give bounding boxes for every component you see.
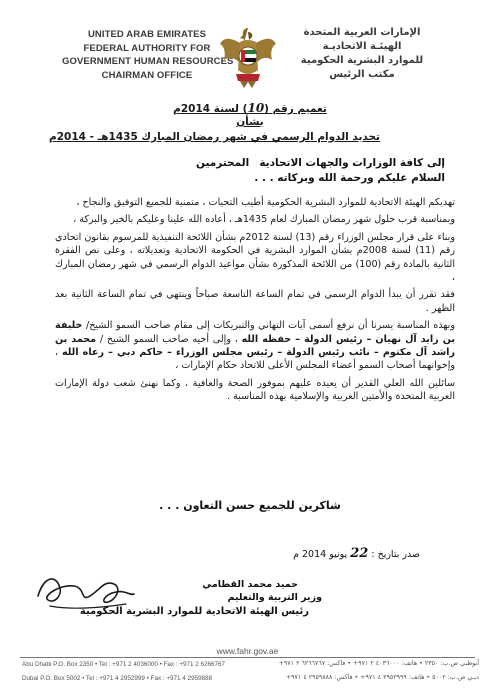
body-p5-mid: ، وإلى أخيه صاحب السمو الشيخ / xyxy=(99,333,238,345)
body-paragraph-2: وبمناسبة قرب حلول شهر رمضان المبارك لعام 1435هـ ، أعاده الله علينا وعليكم بالخير والبركة ، xyxy=(73,214,455,226)
circular-subject-text: تحديد الدوام الرسمي في شهر رمضان المبارك 1435هـ - 2014م xyxy=(49,131,380,143)
circular-regarding xyxy=(120,116,380,128)
header-ar-line-4: مكتب الرئيس xyxy=(329,69,395,80)
body-p5-name1: خليفة بن زايد آل نهيان – رئيس الدولة – حفظه الله xyxy=(55,320,455,345)
date-day: 22 xyxy=(350,546,369,561)
header-en-line-1: UNITED ARAB EMIRATES xyxy=(87,29,207,40)
body-p5-end: ، وإخوانهما أصحاب السمو أعضاء المجلس الأعلى للاتحاد حكام الإمارات ، xyxy=(55,347,455,372)
body-paragraph-6: سائلين الله العلي القدير أن يعيده عليهم بموفور الصحة والعافية ، وكما نهنئ شعب دولة الإمارات العربية المتحدة والأمتين العربية والإسلامية بهذه المناسبة . xyxy=(55,377,455,403)
header-ar-line-3: للموارد البشرية الحكومية xyxy=(300,55,424,66)
body-paragraph-3: وبناء على قرار مجلس الوزراء رقم (13) لسنة 2012م بشأن اللائحة التنفيذية للمرسوم بقانون اتحادي رقم (11) لسنة 2008م بشأن الموارد البشرية في الحكومة الاتحادية وتعديلاته ، وعلى نص الفقرة الثانية بالمادة رقم (100) من اللائحة المذكورة بشأن مواعيد الدوام الرسمي في شهر رمضان المبارك ، xyxy=(55,231,455,284)
body-paragraph-1: تهديكم الهيئة الاتحادية للموارد البشرية الحكومية أطيب التحيات ، متمنية للجميع التوفيق والنجاح ، xyxy=(76,197,455,208)
recipients-greeting: السلام عليكم ورحمة الله وبركاته . . . xyxy=(254,172,445,184)
circular-number-suffix: ) لسنة 2014م xyxy=(173,103,248,115)
letter-body xyxy=(55,196,455,408)
signatory-name: حميد محمد القطامي xyxy=(202,579,298,590)
circular-subject xyxy=(49,131,380,143)
circular-number-prefix: تعميم رقم ( xyxy=(264,103,327,115)
circular-regarding-label: بشأن xyxy=(236,116,264,128)
footer-dubai-ar: دبـي ص.ب: ٥٠٠٢ • هاتف: ٢٩٥٢٩٩٩ ٤ ٩٧١+ • فاكس: ٢٩٥٩٨٨٨ ٤ ٩٧١+ xyxy=(285,674,479,681)
footer-website: www.fahr.gov.ae xyxy=(216,646,279,656)
footer-abu-dhabi-en: Abu Dhabi P.O. Box 2350 • Tel : +971 2 4036000 • Fax : +971 2 6266767 xyxy=(22,661,226,668)
signatory-title: وزير التربية والتعليم xyxy=(227,592,322,603)
body-p5-intro: وبهذه المناسبة يسرنا أن نرفع أسمى آيات التهاني والتبريكات إلى مقام صاحب السمو الشيخ/ xyxy=(85,320,455,332)
circular-number-value: 10 xyxy=(247,101,265,115)
circular-number xyxy=(120,101,380,115)
footer-dubai-en: Dubai P.O. Box 5002 • Tel : +971 4 2952999 • Fax : +971 4 2959888 xyxy=(22,675,213,682)
recipients-honorific: المحترمين xyxy=(196,157,250,169)
footer-abu-dhabi-ar: أبوظبي ص.ب: ٢٣٥٠ • هاتف: ٤٠٣٦٠٠٠ ٢ ٩٧١+ • فاكس: ٦٢٦٦٧٦٧ ٢ ٩٧١+ xyxy=(278,660,479,667)
body-p5-name2: محمد بن راشد آل مكتوم – نائب رئيس الدولة – رئيس مجلس الوزراء – حاكم دبي – رعاه الله xyxy=(55,333,455,359)
uae-emblem-icon xyxy=(218,24,278,94)
header-en-line-2: FEDERAL AUTHORITY FOR xyxy=(83,42,211,54)
header-ar-line-1: الإمارات العربية المتحدة xyxy=(303,27,421,38)
body-paragraph-4: فقد تقرر أن يبدأ الدوام الرسمي في تمام الساعة التاسعة صباحاً وينتهي في تمام الساعة الثانية بعد الظهر . xyxy=(55,289,455,314)
body-paragraph-5 xyxy=(55,319,455,373)
signatory-office: رئيس الهيئة الاتحادية للموارد البشرية الحكومية xyxy=(79,606,309,617)
header-ar-line-2: الهيئـة الاتحاديـة xyxy=(322,41,402,52)
header-en-line-3: GOVERNMENT HUMAN RESOURCES xyxy=(62,56,234,67)
date-rest: يونيو 2014 م xyxy=(293,549,348,560)
header-en-line-4: CHAIRMAN OFFICE xyxy=(101,69,193,81)
header-english xyxy=(62,28,232,82)
header-arabic xyxy=(287,26,437,82)
issue-date xyxy=(250,546,420,561)
recipients-to: إلى كافة الوزارات والجهات الاتحادية xyxy=(259,157,445,169)
date-prefix: صدر بتاريخ : xyxy=(371,549,420,560)
closing-line: شاكرين للجميع حسن التعاون . . . xyxy=(159,499,341,512)
footer-divider xyxy=(20,657,475,658)
